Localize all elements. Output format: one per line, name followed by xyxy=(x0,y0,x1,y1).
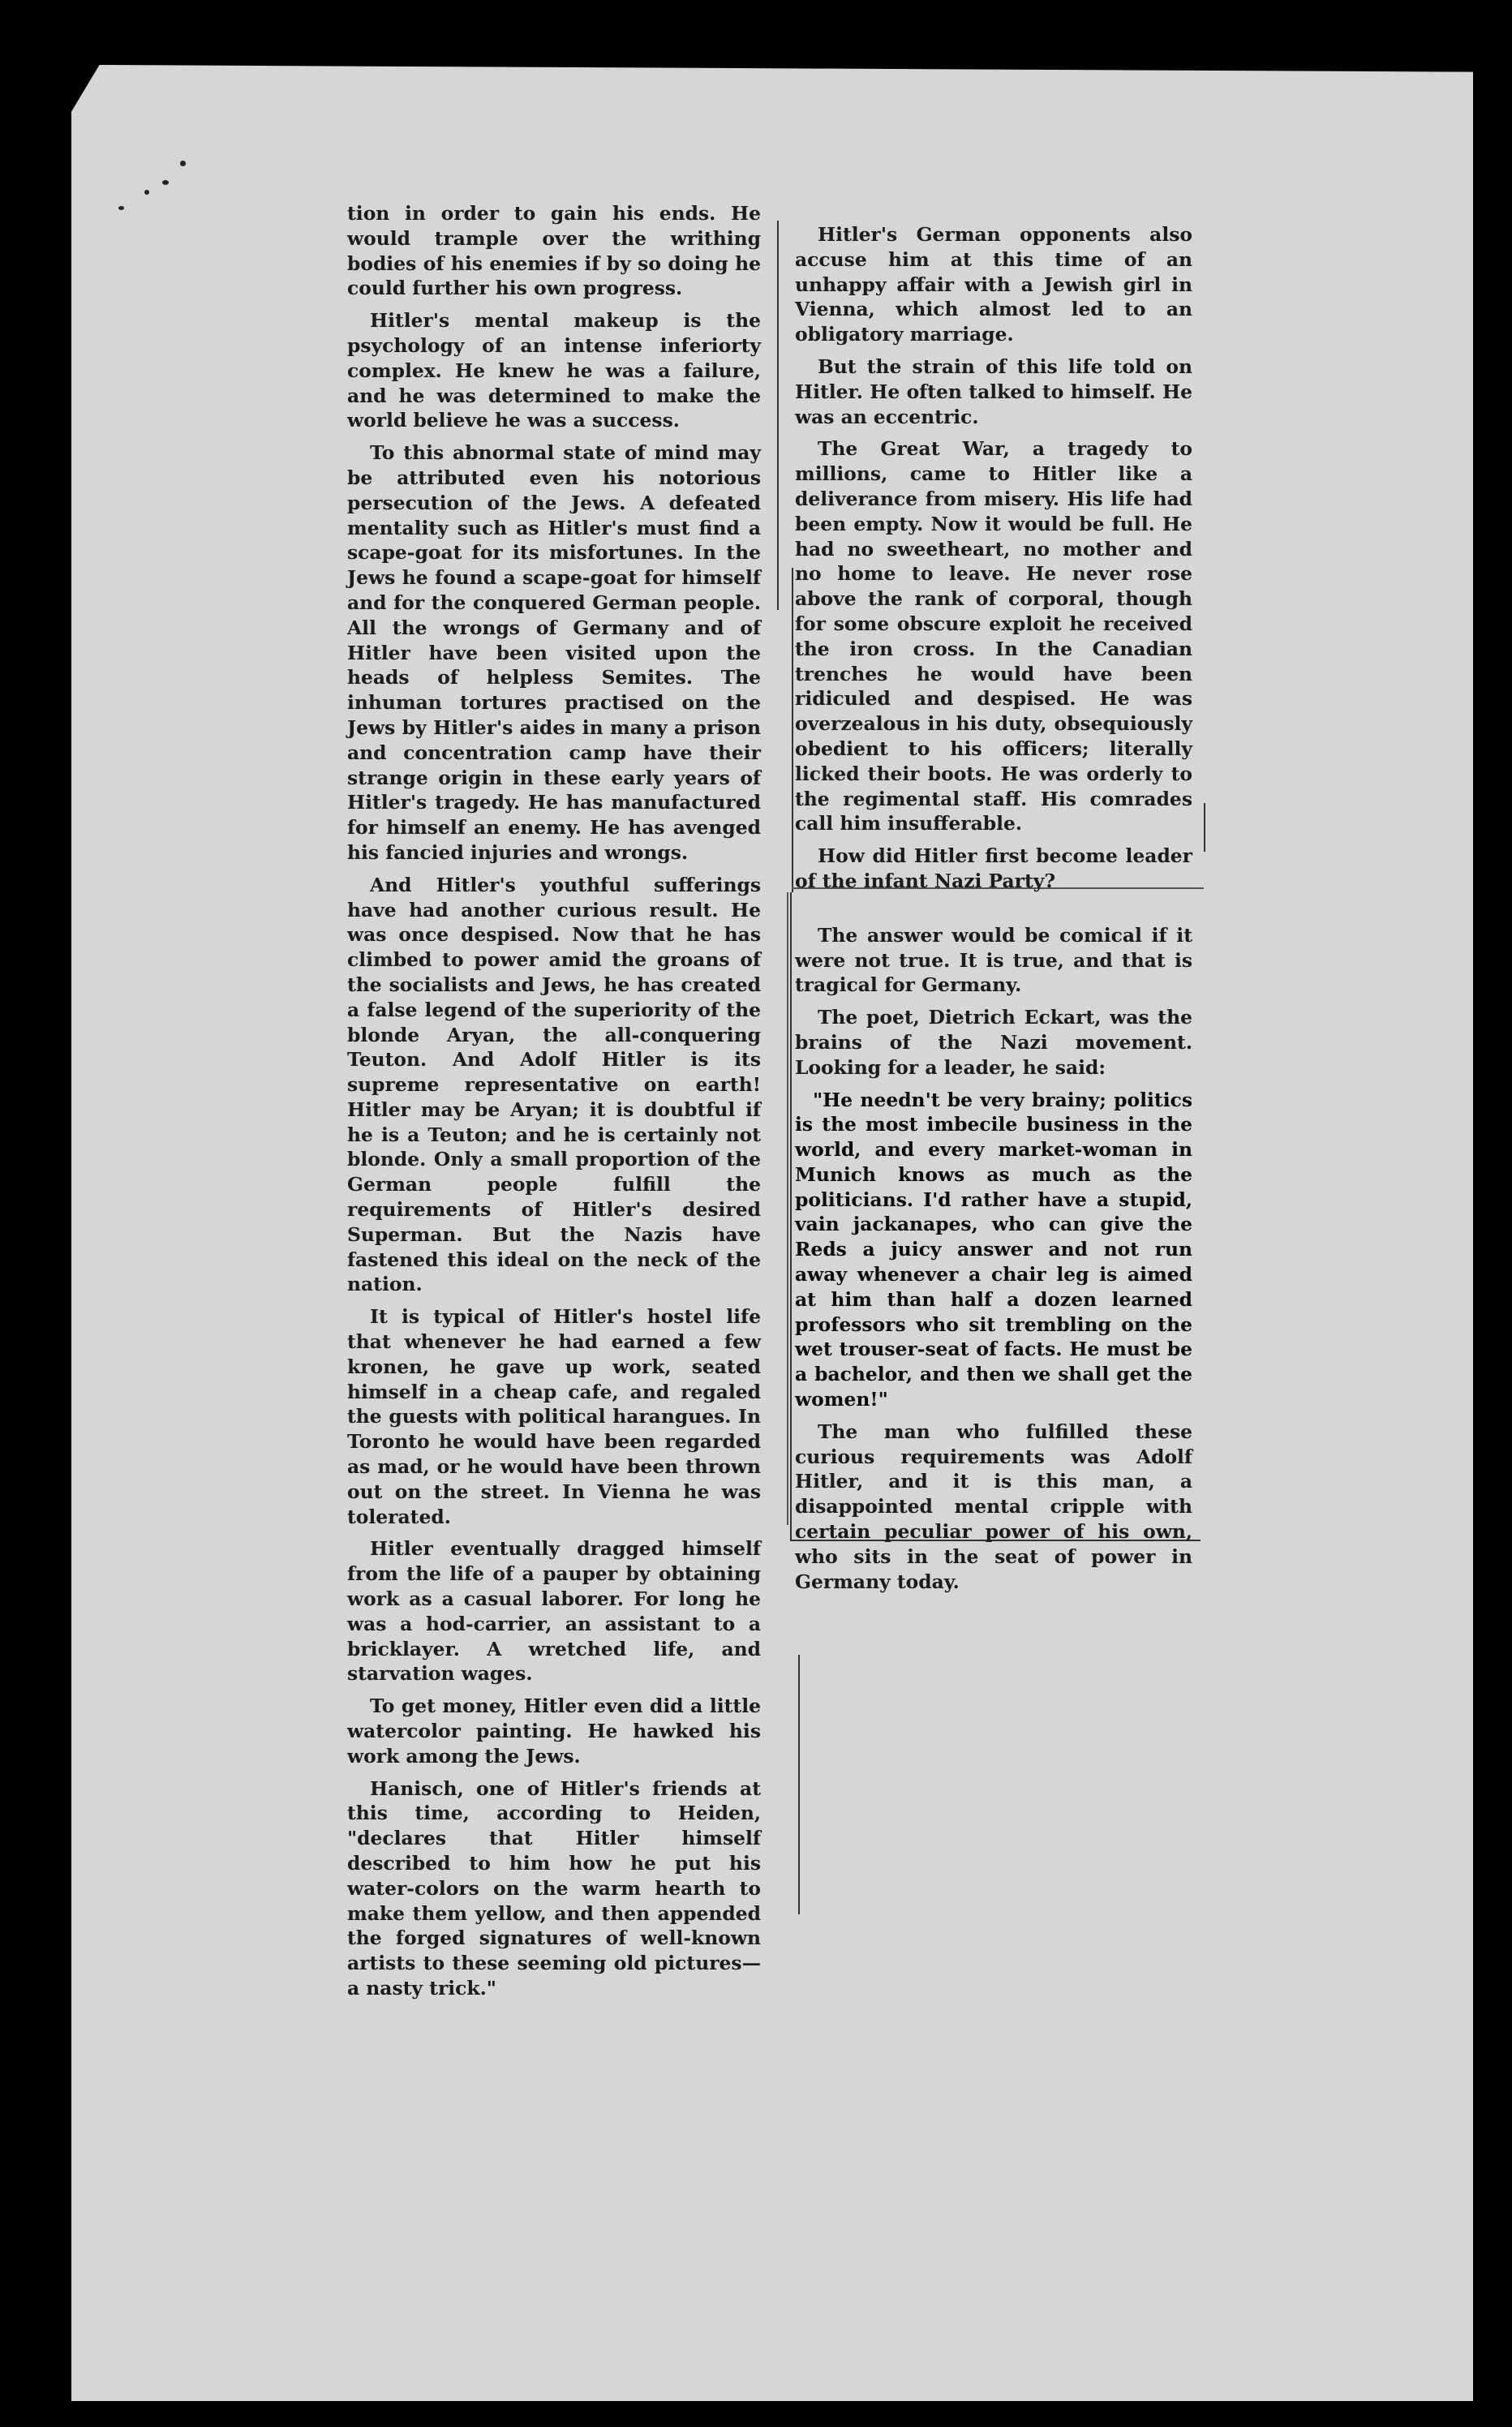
speck xyxy=(162,180,169,185)
column-rule-left-top xyxy=(777,221,779,610)
paragraph: To this abnormal state of mind may be attributed even his notorious persecution of the Jews. A defeated mentality such as Hitler's must find a scape-goat for its misfortunes. In the Jews he found a scape-goat for himself and for the conquered German people. All the wrongs of Germany and of Hitler have been visited upon the heads of helpless Semites. The inhuman tortures practised on the Jews by Hitler's aides in many a prison and concentration camp have their strange origin in these early years of Hitler's tragedy. He has manufactured for himself an enemy. He has avenged his fancied injuries and wrongs. xyxy=(347,441,761,864)
paragraph: But the strain of this life told on Hitler. He often talked to himself. He was an eccentric. xyxy=(795,354,1192,428)
column-rule-left-faint xyxy=(787,892,788,1525)
paragraph: Hitler's mental makeup is the psychology of an intense inferiorty complex. He knew he was a failure, and he was determined to make the world believe he was a success. xyxy=(347,309,761,432)
column-rule-left-bottom xyxy=(798,1655,800,1914)
paragraph: To get money, Hitler even did a little watercolor painting. He hawked his work among the Jews. xyxy=(347,1695,761,1768)
article-column-right xyxy=(795,222,1192,1601)
document-page xyxy=(71,65,1473,2401)
speck xyxy=(118,206,124,210)
speck xyxy=(144,190,149,195)
paragraph: Hitler eventually dragged himself from the life of a pauper by obtaining work as a casual laborer. For long he was a hod-carrier, an assistant to a bricklayer. A wretched life, and starvation wages. xyxy=(347,1537,761,1686)
speck xyxy=(180,161,186,166)
eckart-quote: "He needn't be very brainy; politics is the most imbecile business in the world, and every market-woman in Munich knows as much as the politicians. I'd rather have a stupid, vain jackanapes, who can give the Reds a juicy answer and not run away whenever a chair leg is aimed at him than half a dozen learned professors who sit trembling on the wet trouser-seat of facts. He must be a bachelor, and then we shall get the women!" xyxy=(795,1088,1192,1411)
paragraph: tion in order to gain his ends. He would trample over the writhing bodies of his enemies if by so doing he could further his own progress. xyxy=(347,202,761,300)
paragraph: It is typical of Hitler's hostel life that whenever he had earned a few kronen, he gave up work, seated himself in a cheap cafe, and regaled the guests with political harangues. In Toronto he would have been regarded as mad, or he would have been thrown out on the street. In Vienna he was tolerated. xyxy=(347,1305,761,1528)
paragraph: The answer would be comical if it were not true. It is true, and that is tragical for Germany. xyxy=(795,923,1192,997)
paragraph: The man who fulfilled these curious requirements was Adolf Hitler, and it is this man, a disappointed mental cripple with certain peculiar power of his own, who sits in the seat of power in Germany today. xyxy=(795,1420,1192,1593)
column-rule-left-mid xyxy=(792,568,793,892)
paragraph: Hitler's German opponents also accuse him at this time of an unhappy affair with a Jewish girl in Vienna, which almost led to an obligatory marriage. xyxy=(795,223,1192,346)
paragraph: And Hitler's youthful sufferings have had another curious result. He was once despised. Now that he has climbed to power amid the groans of the socialists and Jews, he has created a false legend of the superiority of the blonde Aryan, the all-conquering Teuton. And Adolf Hitler is its supreme representative on earth! Hitler may be Aryan; it is doubtful if he is a Teuton; and he is certainly not blonde. Only a small proportion of the German people fulfill the requirements of Hitler's desired Superman. But the Nazis have fastened this ideal on the neck of the nation. xyxy=(347,873,761,1296)
article-column-left xyxy=(347,201,761,2008)
clip-edge-right xyxy=(1204,803,1205,852)
column-rule-right-clip xyxy=(790,892,792,1541)
paragraph: How did Hitler first become leader of the infant Nazi Party? xyxy=(795,844,1192,892)
paragraph: The poet, Dietrich Eckart, was the brains of the Nazi movement. Looking for a leader, he said: xyxy=(795,1006,1192,1079)
paragraph: Hanisch, one of Hitler's friends at this time, according to Heiden, "declares that Hitler himself described to him how he put his water-colors on the warm hearth to make them yellow, and then appended the forged signatures of well-known artists to these seeming old pictures—a nasty trick." xyxy=(347,1776,761,2000)
paragraph: The Great War, a tragedy to millions, came to Hitler like a deliverance from misery. His life had been empty. Now it would be full. He had no sweetheart, no mother and no home to leave. He never rose above the rank of corporal, though for some obscure exploit he received the iron cross. In the Canadian trenches he would have been ridiculed and despised. He was overzealous in his duty, obsequiously obedient to his officers; literally licked their boots. He was orderly to the regimental staff. His comrades call him insufferable. xyxy=(795,437,1192,835)
